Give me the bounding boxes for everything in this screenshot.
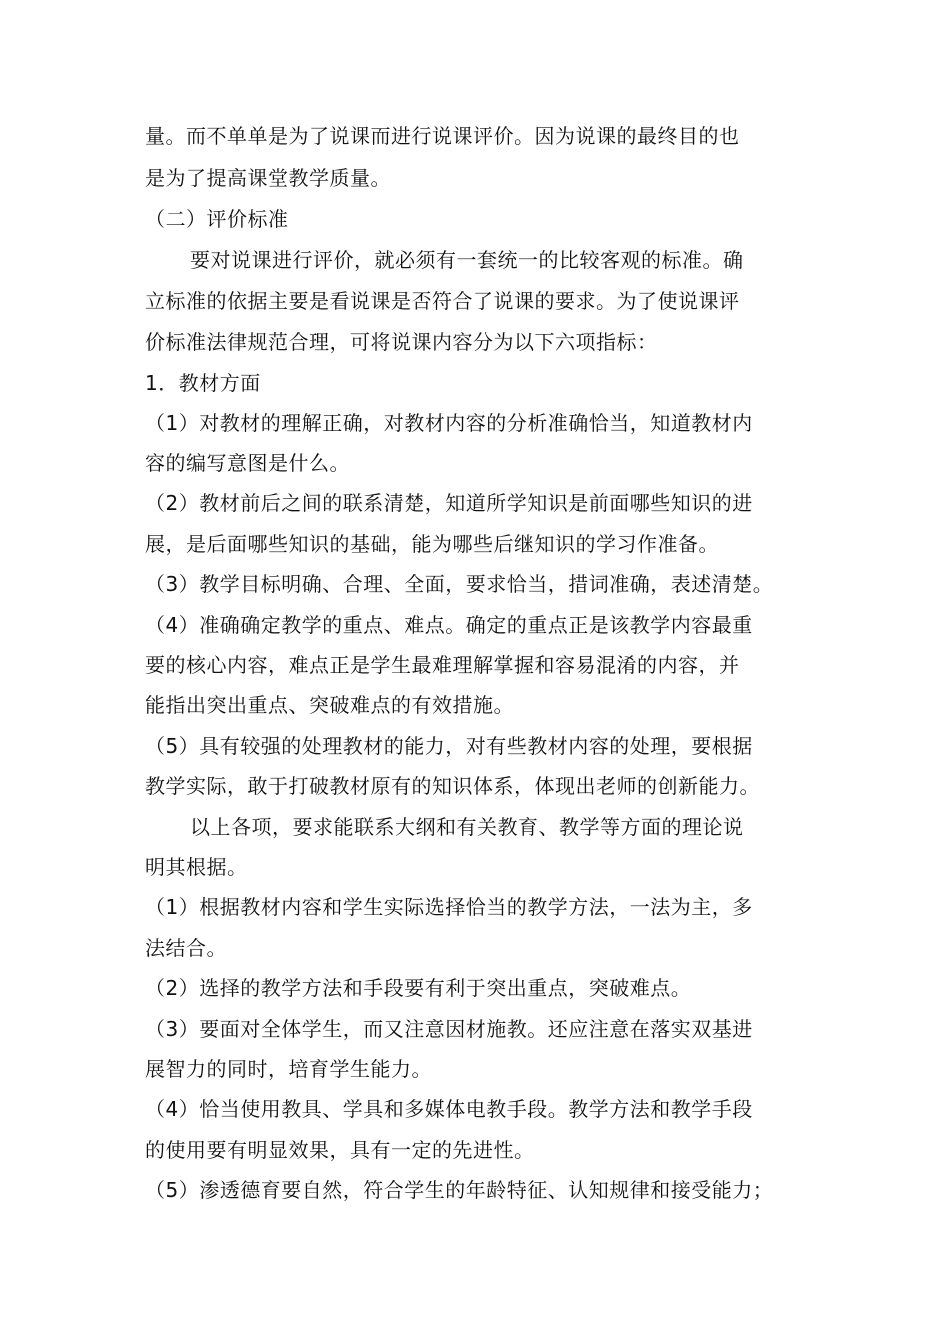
paragraph-line: 是为了提高课堂教学质量。 [145, 166, 391, 190]
list-item-line: 教学实际，敢于打破教材原有的知识体系，体现出老师的创新能力。 [145, 774, 760, 798]
list-item-line: （1）根据教材内容和学生实际选择恰当的教学方法，一法为主，多 [145, 895, 753, 919]
list-item-line: 法结合。 [145, 936, 227, 960]
section-heading: （二）评价标准 [145, 207, 289, 231]
list-item-line: （3）要面对全体学生，而又注意因材施教。还应注意在落实双基进 [145, 1017, 753, 1041]
list-item-line: 的使用要有明显效果，具有一定的先进性。 [145, 1138, 535, 1162]
list-item-line: （5）渗透德育要自然，符合学生的年龄特征、认知规律和接受能力； [145, 1178, 774, 1202]
list-item-line: （3）教学目标明确、合理、全面，要求恰当，措词准确，表述清楚。 [145, 572, 774, 596]
list-item-line: 容的编写意图是什么。 [145, 451, 350, 475]
list-item-line: （1）对教材的理解正确，对教材内容的分析准确恰当，知道教材内 [145, 411, 753, 435]
list-item-line: 要的核心内容，难点正是学生最难理解掌握和容易混淆的内容，并 [145, 653, 740, 677]
list-item-line: （4）恰当使用教具、学具和多媒体电教手段。教学方法和教学手段 [145, 1097, 753, 1121]
list-item-line: 能指出突出重点、突破难点的有效措施。 [145, 693, 514, 717]
subsection-heading: 1．教材方面 [145, 371, 261, 395]
paragraph-line: 立标准的依据主要是看说课是否符合了说课的要求。为了使说课评 [145, 289, 740, 313]
paragraph-line: 价标准法律规范合理，可将说课内容分为以下六项指标： [145, 330, 658, 354]
list-item-line: （4）准确确定教学的重点、难点。确定的重点正是该教学内容最重 [145, 613, 753, 637]
list-item-line: （2）教材前后之间的联系清楚，知道所学知识是前面哪些知识的进 [145, 491, 753, 515]
paragraph-line: 要对说课进行评价，就必须有一套统一的比较客观的标准。确 [190, 248, 744, 272]
list-item-line: （5）具有较强的处理教材的能力，对有些教材内容的处理，要根据 [145, 734, 753, 758]
paragraph-line: 量。而不单单是为了说课而进行说课评价。因为说课的最终目的也 [145, 124, 740, 148]
paragraph-line: 明其根据。 [145, 855, 248, 879]
list-item-line: （2）选择的教学方法和手段要有利于突出重点，突破难点。 [145, 976, 692, 1000]
list-item-line: 展，是后面哪些知识的基础，能为哪些后继知识的学习作准备。 [145, 532, 719, 556]
list-item-line: 展智力的同时，培育学生能力。 [145, 1057, 432, 1081]
paragraph-line: 以上各项，要求能联系大纲和有关教育、教学等方面的理论说 [190, 815, 744, 839]
